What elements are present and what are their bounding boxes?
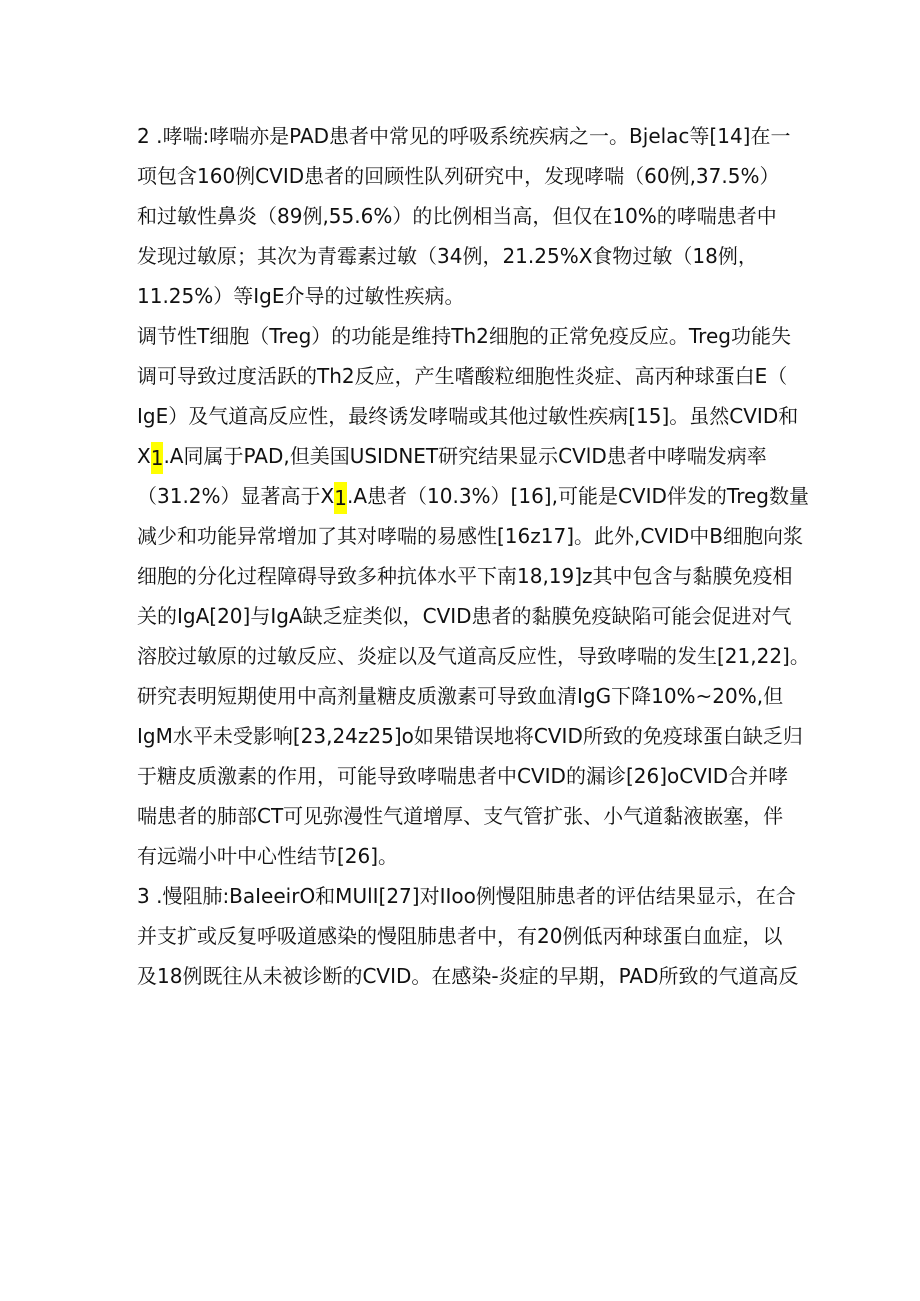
text-line bbox=[137, 836, 797, 876]
text-line bbox=[137, 156, 797, 196]
body-text bbox=[137, 116, 810, 996]
text-run: .A患者（10.3%）[16],可能是CVID伴发的Treg数量 bbox=[346, 484, 809, 508]
text-run: 喘患者的肺部CT可见弥漫性气道增厚、支气管扩张、小气道黏液嵌塞，伴 bbox=[137, 804, 784, 828]
text-line bbox=[137, 796, 797, 836]
text-line bbox=[137, 116, 797, 156]
text-run: 细胞的分化过程障碍导致多种抗体水平下南18,19]z其中包含与黏膜免疫相 bbox=[137, 564, 793, 588]
text-run: 发现过敏原；其次为青霉素过敏（34例，21.25%X食物过敏（18例， bbox=[137, 244, 758, 268]
text-line bbox=[137, 396, 797, 436]
text-line bbox=[137, 956, 797, 996]
text-run: 及18例既往从未被诊断的CVID。在感染-炎症的早期，PAD所致的气道高反 bbox=[137, 964, 799, 988]
text-line bbox=[137, 436, 797, 476]
highlighted-text: 1 bbox=[151, 442, 164, 474]
text-run: 调节性T细胞（Treg）的功能是维持Th2细胞的正常免疫反应。Treg功能失 bbox=[137, 324, 791, 348]
text-line bbox=[137, 556, 797, 596]
text-run: 研究表明短期使用中高剂量糖皮质激素可导致血清IgG下降10%~20%,但 bbox=[137, 684, 784, 708]
text-run: X bbox=[137, 444, 151, 468]
text-run: 于糖皮质激素的作用，可能导致哮喘患者中CVID的漏诊[26]oCVID合并哮 bbox=[137, 764, 789, 788]
text-line bbox=[137, 636, 810, 676]
text-line bbox=[137, 716, 803, 756]
text-run: 有远端小叶中心性结节[26]。 bbox=[137, 844, 399, 868]
text-run: 和过敏性鼻炎（89例,55.6%）的比例相当高，但仅在10%的哮喘患者中 bbox=[137, 204, 777, 228]
text-line bbox=[137, 756, 797, 796]
text-line bbox=[137, 476, 809, 516]
text-line bbox=[137, 516, 804, 556]
text-line bbox=[137, 276, 797, 316]
text-line bbox=[137, 916, 797, 956]
text-run: IgE）及气道高反应性，最终诱发哮喘或其他过敏性疾病[15]。虽然CVID和 bbox=[137, 404, 799, 428]
text-run: IgM水平未受影响[23,24z25]o如果错误地将CVID所致的免疫球蛋白缺乏归 bbox=[137, 724, 803, 748]
text-run: 项包含160例CVID患者的回顾性队列研究中，发现哮喘（60例,37.5%） bbox=[137, 164, 780, 188]
text-line bbox=[137, 876, 797, 916]
highlighted-text: 1 bbox=[334, 482, 347, 514]
text-run: 3 .慢阻肺:BaIeeirO和MUlI[27]对IIoo例慢阻肺患者的评估结果显示，在合 bbox=[137, 884, 796, 908]
text-run: 减少和功能异常增加了其对哮喘的易感性[16z17]。此外,CVID中B细胞向浆 bbox=[137, 524, 804, 548]
text-line bbox=[137, 596, 797, 636]
text-line bbox=[137, 236, 797, 276]
text-run: 调可导致过度活跃的Th2反应，产生嗜酸粒细胞性炎症、高丙种球蛋白E（ bbox=[137, 364, 788, 388]
text-line bbox=[137, 316, 797, 356]
text-line bbox=[137, 196, 797, 236]
text-run: 溶胶过敏原的过敏反应、炎症以及气道高反应性，导致哮喘的发生[21,22]。 bbox=[137, 644, 810, 668]
text-run: 11.25%）等IgE介导的过敏性疾病。 bbox=[137, 284, 465, 308]
text-line bbox=[137, 356, 797, 396]
text-run: .A同属于PAD,但美国USIDNET研究结果显示CVlD患者中哮喘发病率 bbox=[163, 444, 767, 468]
text-run: 关的IgA[20]与IgA缺乏症类似，CVID患者的黏膜免疫缺陷可能会促进对气 bbox=[137, 604, 792, 628]
text-run: 2 .哮喘:哮喘亦是PAD患者中常见的呼吸系统疾病之一。Bjelac等[14]在一 bbox=[137, 124, 791, 148]
text-run: 并支扩或反复呼吸道感染的慢阻肺患者中，有20例低丙种球蛋白血症，以 bbox=[137, 924, 783, 948]
text-run: （31.2%）显著高于X bbox=[137, 484, 335, 508]
text-line bbox=[137, 676, 797, 716]
